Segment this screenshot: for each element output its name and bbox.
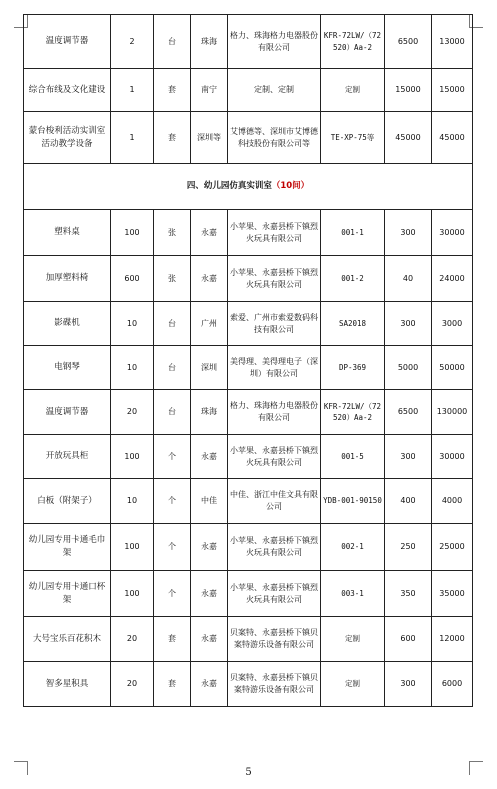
page-number: 5 bbox=[245, 767, 252, 778]
cell-name: 蒙台梭利活动实训室活动教学设备 bbox=[24, 112, 111, 164]
cell-unit: 套 bbox=[154, 617, 191, 662]
cell-price: 40 bbox=[385, 256, 432, 302]
cell-qty: 1 bbox=[111, 69, 154, 112]
cell-unit: 套 bbox=[154, 112, 191, 164]
cell-origin: 珠海 bbox=[191, 15, 228, 69]
section-title-text: 四、幼儿园仿真实训室 bbox=[186, 181, 272, 192]
cell-unit: 套 bbox=[154, 69, 191, 112]
table-row bbox=[24, 435, 473, 479]
cell-name: 综合布线及文化建设 bbox=[24, 69, 111, 112]
section-room-count: （10间） bbox=[271, 181, 310, 192]
cell-price: 300 bbox=[385, 435, 432, 479]
cell-model: 001-1 bbox=[321, 210, 385, 256]
cell-name: 大号宝乐百花积木 bbox=[24, 617, 111, 662]
cell-total: 24000 bbox=[432, 256, 473, 302]
cell-maker: 小苹果、永嘉县桥下镇烈火玩具有限公司 bbox=[228, 435, 321, 479]
cell-total: 35000 bbox=[432, 571, 473, 617]
cell-unit: 台 bbox=[154, 346, 191, 390]
cell-origin: 永嘉 bbox=[191, 435, 228, 479]
table-body-bottom bbox=[24, 210, 473, 707]
table-row bbox=[24, 617, 473, 662]
cell-maker: 小苹果、永嘉县桥下镇烈火玩具有限公司 bbox=[228, 571, 321, 617]
cell-qty: 100 bbox=[111, 571, 154, 617]
cell-maker: 贝案特、永嘉县桥下镇贝案特游乐设备有限公司 bbox=[228, 617, 321, 662]
cell-total: 50000 bbox=[432, 346, 473, 390]
cell-unit: 套 bbox=[154, 662, 191, 707]
table-row bbox=[24, 571, 473, 617]
cell-qty: 100 bbox=[111, 524, 154, 571]
cell-total: 4000 bbox=[432, 479, 473, 524]
cell-qty: 100 bbox=[111, 210, 154, 256]
equipment-table bbox=[23, 14, 473, 707]
cell-unit: 台 bbox=[154, 390, 191, 435]
cell-origin: 深圳等 bbox=[191, 112, 228, 164]
cell-model: 002-1 bbox=[321, 524, 385, 571]
table-row bbox=[24, 210, 473, 256]
cell-name: 幼儿园专用卡通毛巾架 bbox=[24, 524, 111, 571]
cell-price: 6500 bbox=[385, 15, 432, 69]
cell-name: 影碟机 bbox=[24, 302, 111, 346]
cell-origin: 永嘉 bbox=[191, 662, 228, 707]
cell-origin: 永嘉 bbox=[191, 210, 228, 256]
table-row bbox=[24, 256, 473, 302]
cell-qty: 10 bbox=[111, 302, 154, 346]
cell-origin: 永嘉 bbox=[191, 524, 228, 571]
cell-maker: 小苹果、永嘉县桥下镇烈火玩具有限公司 bbox=[228, 210, 321, 256]
cell-maker: 格力、珠海格力电器股份有限公司 bbox=[228, 390, 321, 435]
cell-total: 15000 bbox=[432, 69, 473, 112]
cell-model: 001-5 bbox=[321, 435, 385, 479]
cell-qty: 20 bbox=[111, 617, 154, 662]
cell-maker: 定制、定制 bbox=[228, 69, 321, 112]
cell-qty: 10 bbox=[111, 346, 154, 390]
cell-model: SA2018 bbox=[321, 302, 385, 346]
cell-name: 电钢琴 bbox=[24, 346, 111, 390]
cell-maker: 艾博德等、深圳市艾博德科技股份有限公司等 bbox=[228, 112, 321, 164]
cell-unit: 台 bbox=[154, 302, 191, 346]
cell-qty: 20 bbox=[111, 390, 154, 435]
cell-price: 600 bbox=[385, 617, 432, 662]
cell-total: 45000 bbox=[432, 112, 473, 164]
cell-origin: 南宁 bbox=[191, 69, 228, 112]
cell-price: 15000 bbox=[385, 69, 432, 112]
cell-price: 45000 bbox=[385, 112, 432, 164]
cell-name: 温度调节器 bbox=[24, 390, 111, 435]
cell-total: 13000 bbox=[432, 15, 473, 69]
cell-model: KFR-72LW/（72520）Aa-2 bbox=[321, 390, 385, 435]
section-header-body bbox=[24, 164, 473, 210]
cell-price: 300 bbox=[385, 302, 432, 346]
cell-qty: 1 bbox=[111, 112, 154, 164]
cell-qty: 100 bbox=[111, 435, 154, 479]
cell-unit: 个 bbox=[154, 479, 191, 524]
cell-total: 6000 bbox=[432, 662, 473, 707]
cell-total: 12000 bbox=[432, 617, 473, 662]
table-row bbox=[24, 112, 473, 164]
section-title bbox=[24, 164, 473, 210]
table-row bbox=[24, 15, 473, 69]
table-row bbox=[24, 302, 473, 346]
cell-price: 300 bbox=[385, 210, 432, 256]
cell-name: 白板（附架子） bbox=[24, 479, 111, 524]
cell-maker: 小苹果、永嘉县桥下镇烈火玩具有限公司 bbox=[228, 524, 321, 571]
cell-model: TE-XP-75等 bbox=[321, 112, 385, 164]
cell-name: 加厚塑料椅 bbox=[24, 256, 111, 302]
cell-total: 30000 bbox=[432, 210, 473, 256]
cell-maker: 小苹果、永嘉县桥下镇烈火玩具有限公司 bbox=[228, 256, 321, 302]
cell-unit: 台 bbox=[154, 15, 191, 69]
table-row bbox=[24, 346, 473, 390]
cell-model: 定制 bbox=[321, 617, 385, 662]
table-row bbox=[24, 479, 473, 524]
cell-price: 5000 bbox=[385, 346, 432, 390]
table-row bbox=[24, 69, 473, 112]
cell-unit: 个 bbox=[154, 571, 191, 617]
table-row bbox=[24, 390, 473, 435]
table-row bbox=[24, 524, 473, 571]
cell-origin: 深圳 bbox=[191, 346, 228, 390]
cell-price: 6500 bbox=[385, 390, 432, 435]
cell-total: 3000 bbox=[432, 302, 473, 346]
cell-name: 开放玩具柜 bbox=[24, 435, 111, 479]
cell-model: 定制 bbox=[321, 69, 385, 112]
cell-unit: 个 bbox=[154, 435, 191, 479]
cell-model: KFR-72LW/（72520）Aa-2 bbox=[321, 15, 385, 69]
cell-unit: 个 bbox=[154, 524, 191, 571]
cell-qty: 20 bbox=[111, 662, 154, 707]
cell-origin: 珠海 bbox=[191, 390, 228, 435]
cell-unit: 张 bbox=[154, 256, 191, 302]
section-row bbox=[24, 164, 473, 210]
cell-maker: 贝案特、永嘉县桥下镇贝案特游乐设备有限公司 bbox=[228, 662, 321, 707]
cell-origin: 永嘉 bbox=[191, 256, 228, 302]
cell-origin: 永嘉 bbox=[191, 571, 228, 617]
table-body-top bbox=[24, 15, 473, 164]
cell-qty: 600 bbox=[111, 256, 154, 302]
cell-name: 塑料桌 bbox=[24, 210, 111, 256]
cell-name: 温度调节器 bbox=[24, 15, 111, 69]
cell-qty: 2 bbox=[111, 15, 154, 69]
cell-total: 30000 bbox=[432, 435, 473, 479]
table-row bbox=[24, 662, 473, 707]
cell-price: 350 bbox=[385, 571, 432, 617]
cell-maker: 美得理、美得理电子（深圳）有限公司 bbox=[228, 346, 321, 390]
cell-model: 001-2 bbox=[321, 256, 385, 302]
cell-total: 25000 bbox=[432, 524, 473, 571]
cell-model: 定制 bbox=[321, 662, 385, 707]
cell-name: 幼儿园专用卡通口杯架 bbox=[24, 571, 111, 617]
cell-price: 300 bbox=[385, 662, 432, 707]
cell-qty: 10 bbox=[111, 479, 154, 524]
cell-origin: 永嘉 bbox=[191, 617, 228, 662]
cell-origin: 广州 bbox=[191, 302, 228, 346]
cell-unit: 张 bbox=[154, 210, 191, 256]
cell-origin: 中佳 bbox=[191, 479, 228, 524]
cell-maker: 中佳、浙江中佳文具有限公司 bbox=[228, 479, 321, 524]
cell-model: DP-369 bbox=[321, 346, 385, 390]
cell-maker: 索爱、广州市索爱数码科技有限公司 bbox=[228, 302, 321, 346]
cell-total: 130000 bbox=[432, 390, 473, 435]
cell-name: 智多星积具 bbox=[24, 662, 111, 707]
cell-model: YDB-001-90150 bbox=[321, 479, 385, 524]
cell-maker: 格力、珠海格力电器股份有限公司 bbox=[228, 15, 321, 69]
cell-price: 250 bbox=[385, 524, 432, 571]
cell-price: 400 bbox=[385, 479, 432, 524]
cell-model: 003-1 bbox=[321, 571, 385, 617]
